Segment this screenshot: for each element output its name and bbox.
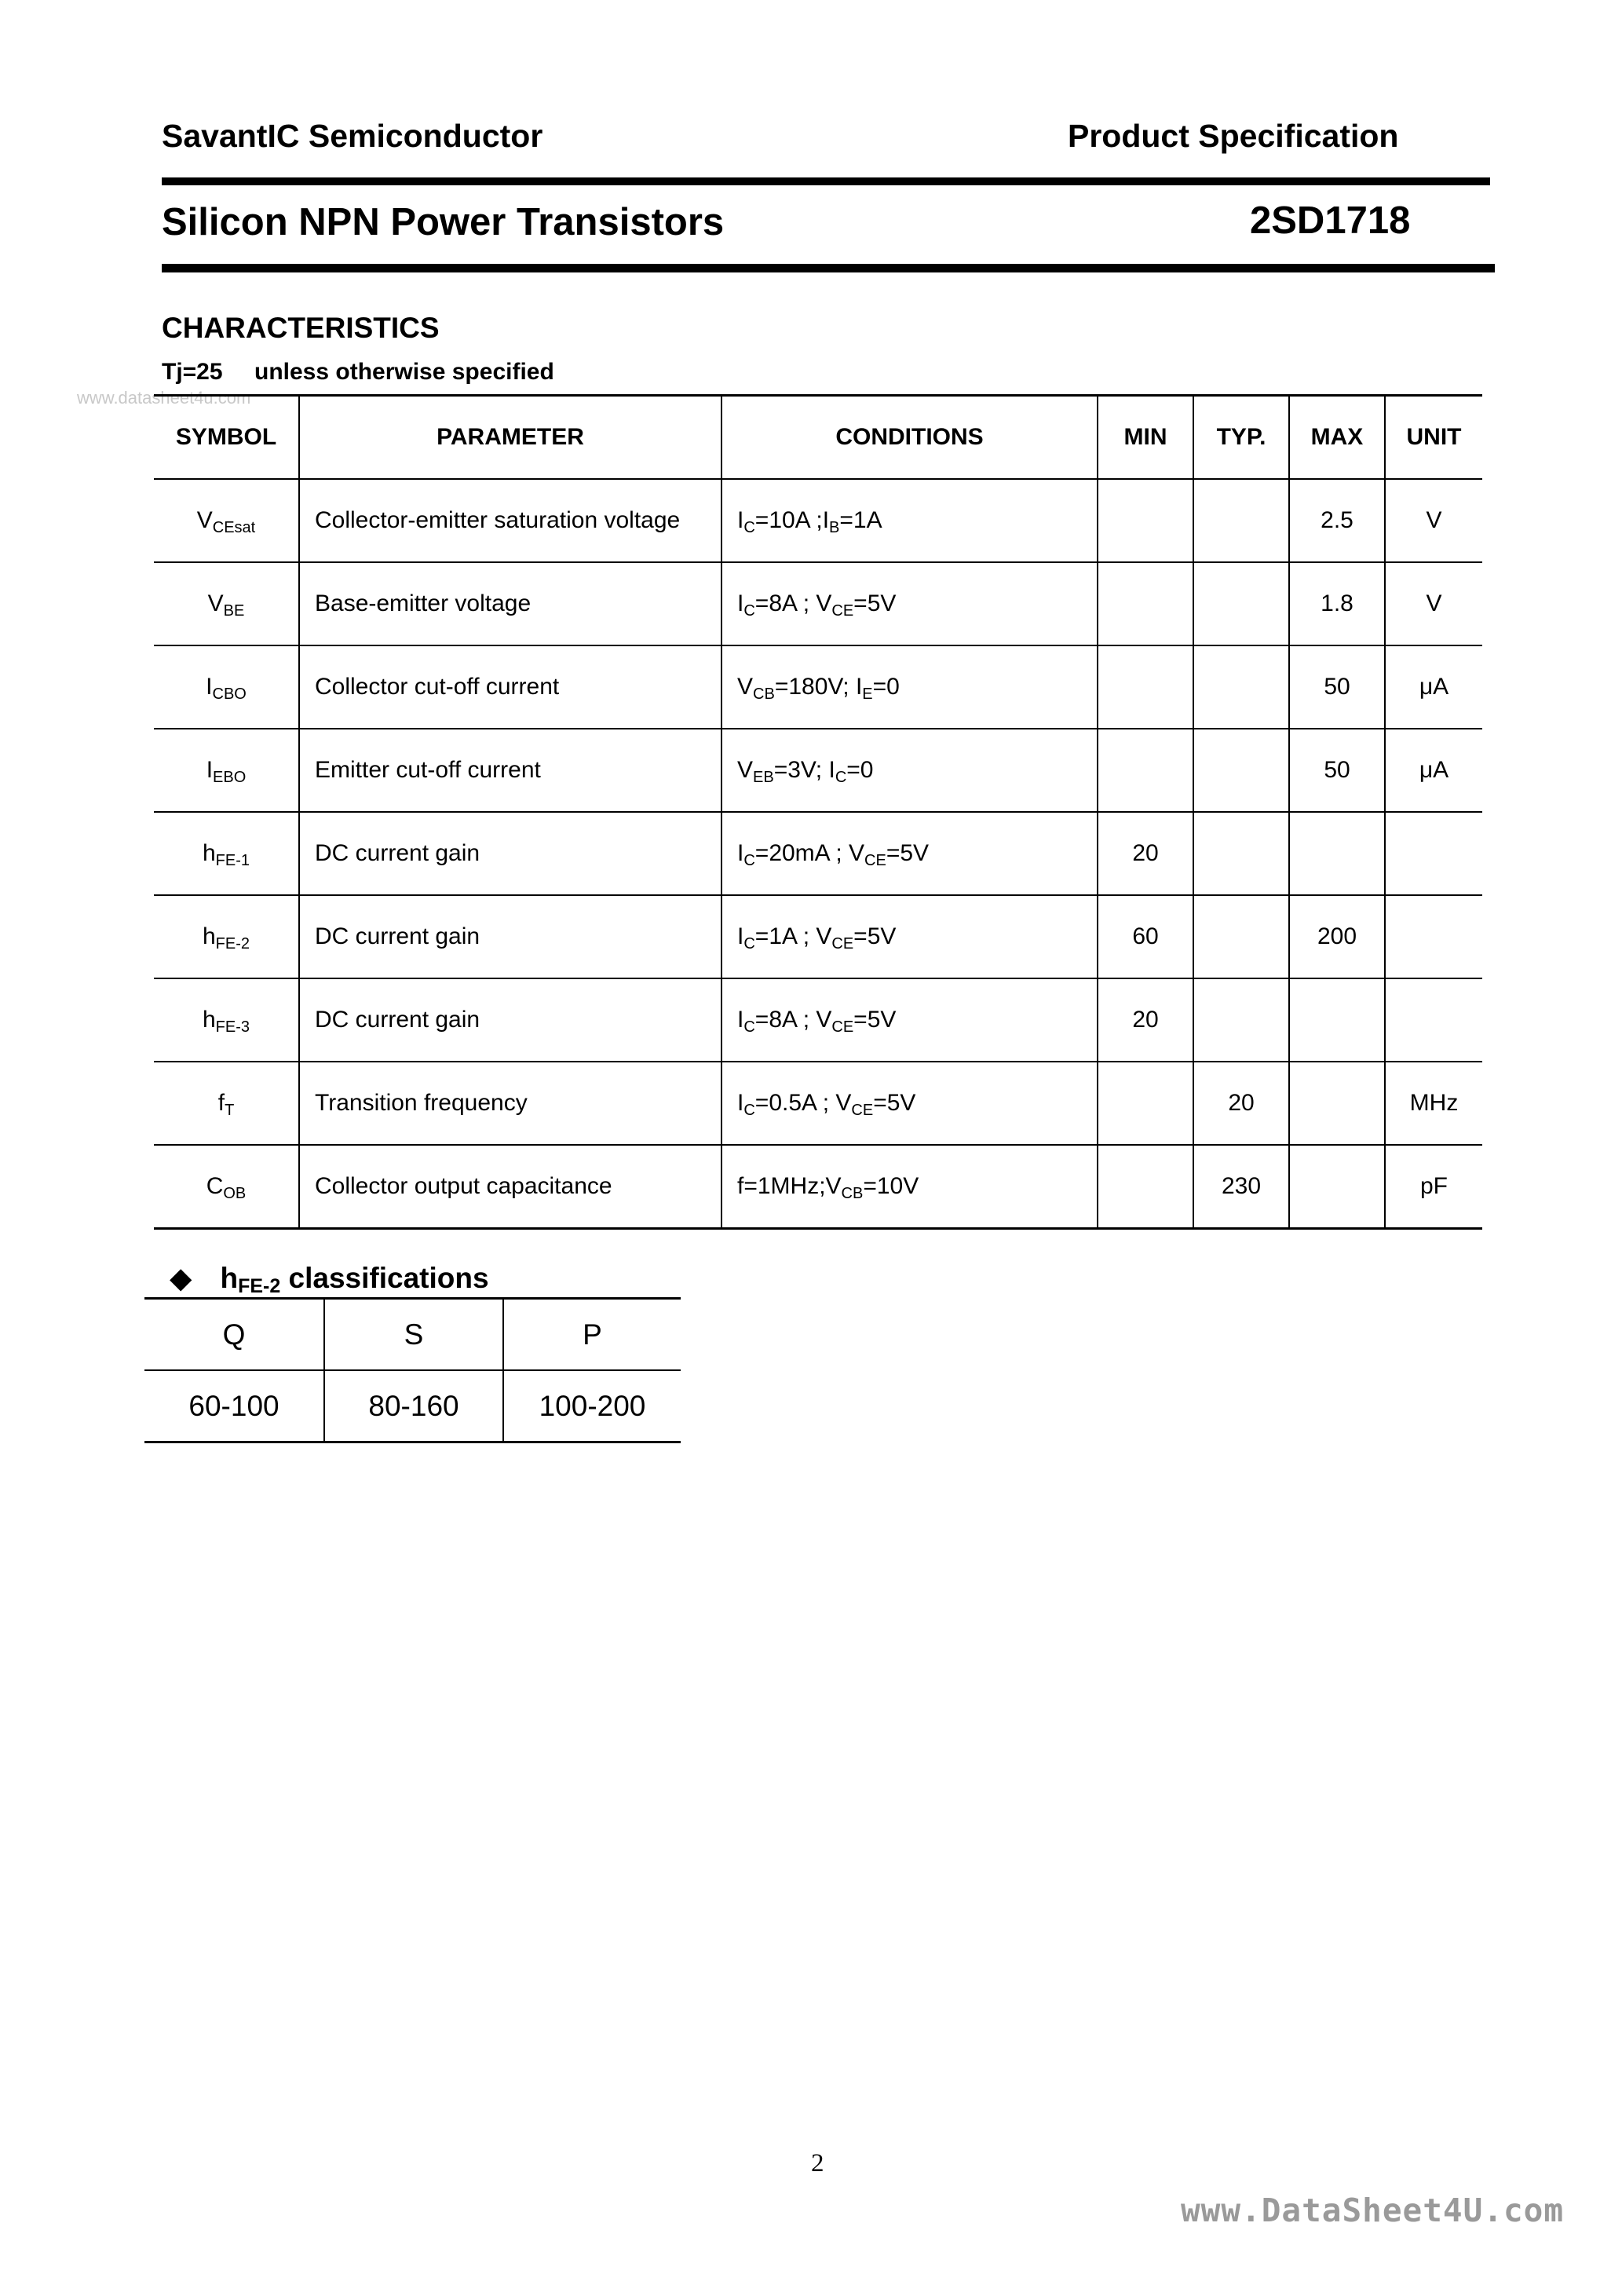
typ-cell <box>1193 895 1289 978</box>
condition-text: =1A ; V <box>754 923 832 949</box>
table-row <box>154 479 1482 562</box>
condition-text: I <box>737 590 744 616</box>
condition-text: =5V <box>886 840 930 866</box>
condition-text: =1A <box>839 507 882 533</box>
max-cell: 50 <box>1289 729 1385 812</box>
document-type: Product Specification <box>1068 118 1399 154</box>
condition-subscript: CE <box>864 852 886 869</box>
col-header-symbol: SYMBOL <box>154 396 299 480</box>
symbol-letter: V <box>196 507 213 533</box>
condition-text: =5V <box>853 923 897 949</box>
symbol-cell <box>154 645 299 729</box>
min-cell: 60 <box>1098 895 1193 978</box>
symbol-subscript: FE-1 <box>215 852 250 869</box>
condition-subscript: C <box>743 602 755 620</box>
footer-watermark: www.DataSheet4U.com <box>1181 2192 1564 2229</box>
header-bottom-rule <box>162 264 1495 272</box>
typ-cell <box>1193 645 1289 729</box>
symbol-subscript: EBO <box>213 769 247 786</box>
condition-text: f=1MHz;V <box>737 1173 842 1199</box>
col-header-typ: TYP. <box>1193 396 1289 480</box>
site-watermark: www.datasheet4u.com <box>77 388 251 408</box>
condition-text: V <box>737 757 754 783</box>
condition-text: I <box>737 507 744 533</box>
product-family-title: Silicon NPN Power Transistors <box>162 201 725 243</box>
condition-text: =0 <box>846 757 874 783</box>
condition-subscript: C <box>743 935 755 952</box>
col-header-max: MAX <box>1289 396 1385 480</box>
unit-cell: MHz <box>1385 1062 1482 1145</box>
min-cell: 20 <box>1098 978 1193 1062</box>
section-title: CHARACTERISTICS <box>162 312 440 344</box>
parameter-cell: DC current gain <box>299 812 721 895</box>
condition-subscript: CE <box>851 1102 874 1119</box>
classification-title-symbol: h <box>220 1262 239 1294</box>
conditions-cell <box>721 812 1098 895</box>
min-cell: 20 <box>1098 812 1193 895</box>
unit-cell: μA <box>1385 645 1482 729</box>
symbol-cell <box>154 562 299 645</box>
condition-subscript: C <box>835 769 847 786</box>
max-cell: 50 <box>1289 645 1385 729</box>
condition-subscript: C <box>743 519 755 536</box>
condition-subscript: EB <box>753 769 774 786</box>
typ-cell: 230 <box>1193 1145 1289 1229</box>
unit-cell <box>1385 812 1482 895</box>
condition-text: =10A ;I <box>754 507 830 533</box>
col-header-min: MIN <box>1098 396 1193 480</box>
unit-cell <box>1385 978 1482 1062</box>
unit-cell: pF <box>1385 1145 1482 1229</box>
symbol-letter: V <box>207 590 224 616</box>
max-cell <box>1289 812 1385 895</box>
condition-text: =180V; I <box>774 674 863 700</box>
symbol-cell <box>154 895 299 978</box>
max-cell <box>1289 1062 1385 1145</box>
condition-subscript: CE <box>831 1018 854 1036</box>
typ-cell <box>1193 479 1289 562</box>
test-condition-note: unless otherwise specified <box>254 359 554 385</box>
min-cell <box>1098 645 1193 729</box>
typ-cell <box>1193 729 1289 812</box>
condition-text: =0.5A ; V <box>754 1090 852 1116</box>
classification-title-subscript: FE-2 <box>238 1275 281 1297</box>
symbol-letter: h <box>202 840 216 866</box>
class-value-q: 60-100 <box>144 1370 324 1442</box>
condition-subscript: E <box>862 686 873 703</box>
symbol-letter: I <box>206 757 214 783</box>
table-row <box>154 812 1482 895</box>
typ-cell <box>1193 562 1289 645</box>
conditions-cell <box>721 645 1098 729</box>
symbol-subscript: BE <box>223 602 245 620</box>
table-header-row <box>154 396 1482 480</box>
conditions-cell <box>721 729 1098 812</box>
condition-text: =5V <box>873 1090 916 1116</box>
parameter-cell: Base-emitter voltage <box>299 562 721 645</box>
min-cell <box>1098 729 1193 812</box>
condition-text: =8A ; V <box>754 1007 832 1033</box>
parameter-cell: Collector output capacitance <box>299 1145 721 1229</box>
typ-cell: 20 <box>1193 1062 1289 1145</box>
class-value-p: 100-200 <box>503 1370 681 1442</box>
class-header-s: S <box>324 1299 503 1371</box>
symbol-subscript: T <box>225 1102 235 1119</box>
condition-text: =5V <box>853 590 897 616</box>
condition-subscript: CE <box>831 935 854 952</box>
symbol-subscript: OB <box>223 1185 247 1202</box>
table-row <box>154 645 1482 729</box>
table-row <box>154 895 1482 978</box>
max-cell: 2.5 <box>1289 479 1385 562</box>
parameter-cell: Collector cut-off current <box>299 645 721 729</box>
symbol-cell <box>154 978 299 1062</box>
condition-text: =8A ; V <box>754 590 832 616</box>
condition-text: I <box>737 923 744 949</box>
conditions-cell <box>721 895 1098 978</box>
unit-cell: μA <box>1385 729 1482 812</box>
parameter-cell: Emitter cut-off current <box>299 729 721 812</box>
condition-text: =5V <box>853 1007 897 1033</box>
condition-text: V <box>737 674 754 700</box>
table-row <box>154 562 1482 645</box>
conditions-cell <box>721 978 1098 1062</box>
max-cell: 1.8 <box>1289 562 1385 645</box>
col-header-parameter: PARAMETER <box>299 396 721 480</box>
condition-text: =10V <box>863 1173 919 1199</box>
condition-subscript: CE <box>831 602 854 620</box>
classification-title <box>170 1261 489 1295</box>
conditions-cell <box>721 1062 1098 1145</box>
part-number: 2SD1718 <box>1250 199 1411 242</box>
test-condition-temp: Tj=25 <box>162 359 223 385</box>
class-header-p: P <box>503 1299 681 1371</box>
symbol-cell <box>154 1062 299 1145</box>
col-header-conditions: CONDITIONS <box>721 396 1098 480</box>
conditions-cell <box>721 479 1098 562</box>
condition-subscript: C <box>743 1102 755 1119</box>
unit-cell <box>1385 895 1482 978</box>
max-cell <box>1289 978 1385 1062</box>
characteristics-table <box>154 394 1482 1230</box>
symbol-subscript: FE-2 <box>215 935 250 952</box>
parameter-cell: DC current gain <box>299 895 721 978</box>
parameter-cell: DC current gain <box>299 978 721 1062</box>
unit-cell: V <box>1385 479 1482 562</box>
parameter-cell: Collector-emitter saturation voltage <box>299 479 721 562</box>
min-cell <box>1098 562 1193 645</box>
classification-title-text: classifications <box>280 1262 489 1294</box>
header-top-rule <box>162 177 1490 185</box>
symbol-letter: f <box>217 1090 225 1116</box>
max-cell: 200 <box>1289 895 1385 978</box>
symbol-cell <box>154 729 299 812</box>
table-row <box>154 729 1482 812</box>
symbol-subscript: CBO <box>212 686 247 703</box>
page-number: 2 <box>811 2149 824 2177</box>
condition-text: I <box>737 1007 744 1033</box>
condition-text: =3V; I <box>773 757 835 783</box>
min-cell <box>1098 1145 1193 1229</box>
min-cell <box>1098 1062 1193 1145</box>
condition-text: I <box>737 1090 744 1116</box>
condition-subscript: C <box>743 1018 755 1036</box>
unit-cell: V <box>1385 562 1482 645</box>
condition-subscript: CB <box>753 686 775 703</box>
symbol-cell <box>154 812 299 895</box>
symbol-letter: C <box>206 1173 224 1199</box>
parameter-cell: Transition frequency <box>299 1062 721 1145</box>
symbol-subscript: FE-3 <box>215 1018 250 1036</box>
symbol-subscript: CEsat <box>212 519 256 536</box>
condition-subscript: C <box>743 852 755 869</box>
condition-text: =0 <box>872 674 900 700</box>
classification-header-row <box>144 1299 681 1371</box>
table-row <box>154 1062 1482 1145</box>
condition-subscript: CB <box>841 1185 864 1202</box>
company-name: SavantIC Semiconductor <box>162 118 543 154</box>
min-cell <box>1098 479 1193 562</box>
class-header-q: Q <box>144 1299 324 1371</box>
condition-text: I <box>737 840 744 866</box>
symbol-letter: h <box>202 1007 216 1033</box>
classification-table <box>144 1297 681 1443</box>
classification-value-row <box>144 1370 681 1442</box>
condition-text: =20mA ; V <box>754 840 865 866</box>
table-row <box>154 978 1482 1062</box>
conditions-cell <box>721 1145 1098 1229</box>
conditions-cell <box>721 562 1098 645</box>
symbol-cell <box>154 479 299 562</box>
typ-cell <box>1193 978 1289 1062</box>
class-value-s: 80-160 <box>324 1370 503 1442</box>
typ-cell <box>1193 812 1289 895</box>
max-cell <box>1289 1145 1385 1229</box>
table-row <box>154 1145 1482 1229</box>
col-header-unit: UNIT <box>1385 396 1482 480</box>
condition-subscript: B <box>829 519 840 536</box>
symbol-letter: h <box>202 923 216 949</box>
diamond-bullet-icon: ◆ <box>170 1262 192 1294</box>
symbol-cell <box>154 1145 299 1229</box>
symbol-letter: I <box>206 674 213 700</box>
